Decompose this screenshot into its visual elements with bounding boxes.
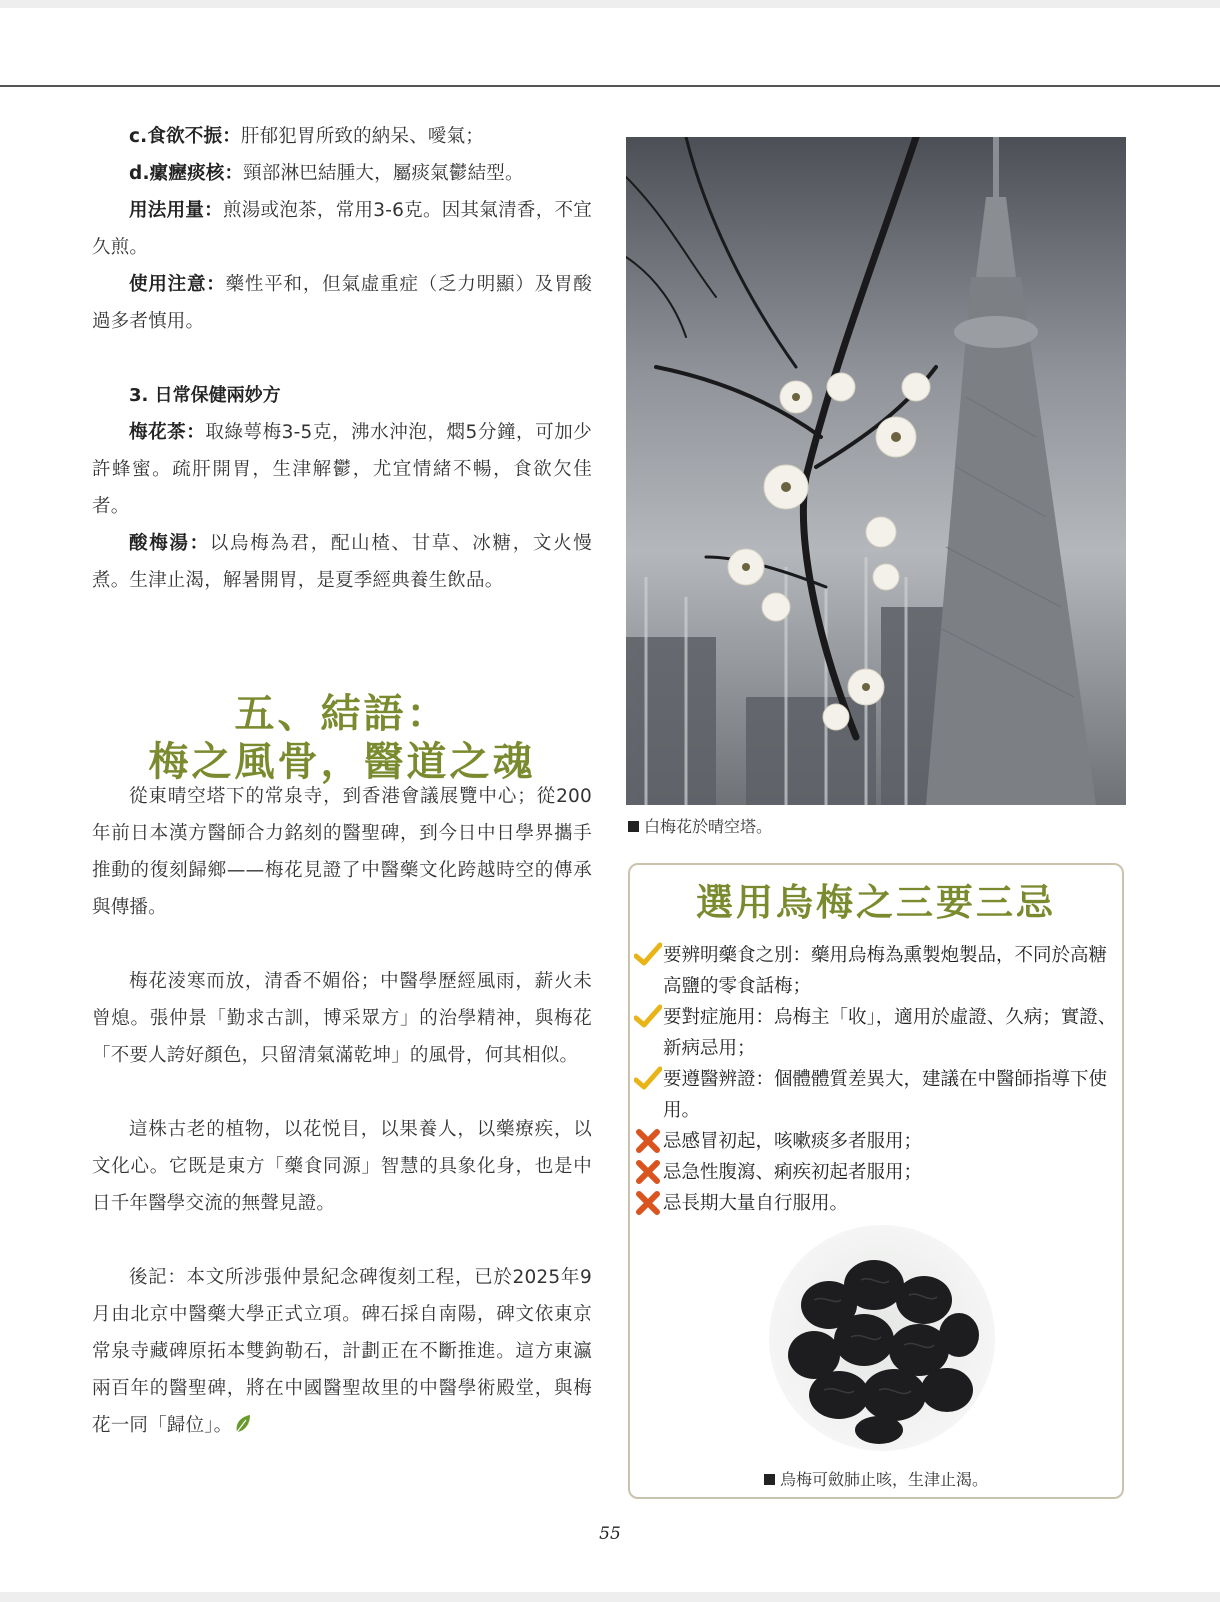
plum-caption-text: 烏梅可斂肺止咳，生津止渴。 xyxy=(779,1470,988,1489)
cross-icon xyxy=(634,1127,662,1155)
item-d xyxy=(92,155,592,192)
list-item xyxy=(634,940,1120,1002)
sidebar-list xyxy=(634,940,1120,1219)
left-column-upper xyxy=(92,118,592,599)
usage-text: 煎湯或泡茶，常用3-6克。因其氣清香，不宜久煎。 xyxy=(92,200,592,258)
tea-text: 取綠萼梅3-5克，沸水沖泡，燜5分鐘，可加少許蜂蜜。疏肝開胃，生津解鬱，尤宜情緒不暢，食欲欠佳者。 xyxy=(92,422,592,517)
plum-blossom-skytree-photo xyxy=(626,137,1126,805)
sidebar-title: 選用烏梅之三要三忌 xyxy=(696,881,1056,924)
photo-caption xyxy=(628,814,772,837)
conclusion-title-line1: 五、結語： xyxy=(234,691,450,737)
item-c xyxy=(92,118,592,155)
soup-paragraph xyxy=(92,525,592,599)
list-item xyxy=(634,1002,1120,1064)
list-item xyxy=(634,1064,1120,1126)
afterword-text: 後記：本文所涉張仲景紀念碑復刻工程，已於2025年9月由北京中醫藥大學正式立項。碑石採自南陽，碑文依東京常泉寺藏碑原拓本雙鉤勒石，計劃正在不斷推進。這方東瀛兩百年的醫聖碑，將在中國醫聖故里的中醫學術殿堂，與梅花一同「歸位」。 xyxy=(92,1267,592,1436)
list-item-text: 要辨明藥食之別：藥用烏梅為熏製炮製品，不同於高糖高鹽的零食話梅； xyxy=(663,945,1108,997)
plum-caption xyxy=(628,1467,1124,1490)
caution-paragraph xyxy=(92,266,592,340)
tea-label: 梅花茶： xyxy=(129,422,206,443)
bottom-margin-band xyxy=(0,1592,1220,1602)
check-icon xyxy=(634,941,662,969)
conclusion-title-line2: 梅之風骨，醫道之魂 xyxy=(148,739,536,785)
list-item xyxy=(634,1126,1120,1157)
photo-caption-text: 白梅花於晴空塔。 xyxy=(644,817,773,836)
item-d-label: d.瘰癧痰核： xyxy=(129,163,244,184)
header-rule xyxy=(0,85,1220,87)
list-item-text: 忌感冒初起，咳嗽痰多者服用； xyxy=(663,1131,923,1152)
conclusion-paragraph-2: 梅花淩寒而放，清香不媚俗；中醫學歷經風雨，薪火未曾熄。張仲景「勤求古訓，博采眾方」的治學精神，與梅花「不要人誇好顏色，只留清氣滿乾坤」的風骨，何其相似。 xyxy=(92,971,592,1066)
caption-square-icon xyxy=(764,1474,775,1485)
photo-illustration xyxy=(626,137,1126,805)
caption-square-icon xyxy=(628,821,639,832)
dried-plums-illustration xyxy=(769,1225,995,1451)
item-d-text: 頸部淋巴結腫大，屬痰氣鬱結型。 xyxy=(243,163,524,184)
list-item-text: 要對症施用：烏梅主「收」，適用於虛證、久病；實證、新病忌用； xyxy=(663,1007,1117,1059)
conclusion-body xyxy=(92,778,592,1444)
caution-label: 使用注意： xyxy=(129,274,226,295)
dried-plums-photo xyxy=(769,1225,995,1451)
tea-paragraph xyxy=(92,414,592,525)
conclusion-title xyxy=(92,690,592,786)
list-item-text: 忌急性腹瀉、痢疾初起者服用； xyxy=(663,1162,923,1183)
check-icon xyxy=(634,1003,662,1031)
list-item xyxy=(634,1188,1120,1219)
afterword-paragraph xyxy=(92,1259,592,1444)
item-c-label: c.食欲不振： xyxy=(129,126,241,147)
leaf-icon xyxy=(234,1414,252,1434)
conclusion-paragraph-3: 這株古老的植物，以花悦目，以果養人，以藥療疾，以文化心。它既是東方「藥食同源」智慧的具象化身，也是中日千年醫學交流的無聲見證。 xyxy=(92,1119,592,1214)
list-item-text: 忌長期大量自行服用。 xyxy=(663,1193,849,1214)
list-item xyxy=(634,1157,1120,1188)
caution-text: 藥性平和，但氣虛重症（乏力明顯）及胃酸過多者慎用。 xyxy=(92,274,592,332)
cross-icon xyxy=(634,1158,662,1186)
item-c-text: 肝郁犯胃所致的納呆、噯氣； xyxy=(240,126,485,147)
soup-label: 酸梅湯： xyxy=(129,533,210,554)
soup-text: 以烏梅為君，配山楂、甘草、冰糖，文火慢煮。生津止渴，解暑開胃，是夏季經典養生飲品。 xyxy=(92,533,592,591)
top-margin-band xyxy=(0,0,1220,8)
conclusion-paragraph-1: 從東晴空塔下的常泉寺，到香港會議展覽中心；從200年前日本漢方醫師合力銘刻的醫聖碑，到今日中日學界攜手推動的復刻歸鄉——梅花見證了中醫藥文化跨越時空的傳承與傳播。 xyxy=(92,786,592,918)
cross-icon xyxy=(634,1189,662,1217)
recipes-heading: 3. 日常保健兩妙方 xyxy=(129,385,281,406)
check-icon xyxy=(634,1065,662,1093)
page-number: 55 xyxy=(599,1524,621,1544)
list-item-text: 要遵醫辨證：個體體質差異大，建議在中醫師指導下使用。 xyxy=(663,1069,1108,1121)
usage-label: 用法用量： xyxy=(129,200,223,221)
usage-paragraph xyxy=(92,192,592,266)
